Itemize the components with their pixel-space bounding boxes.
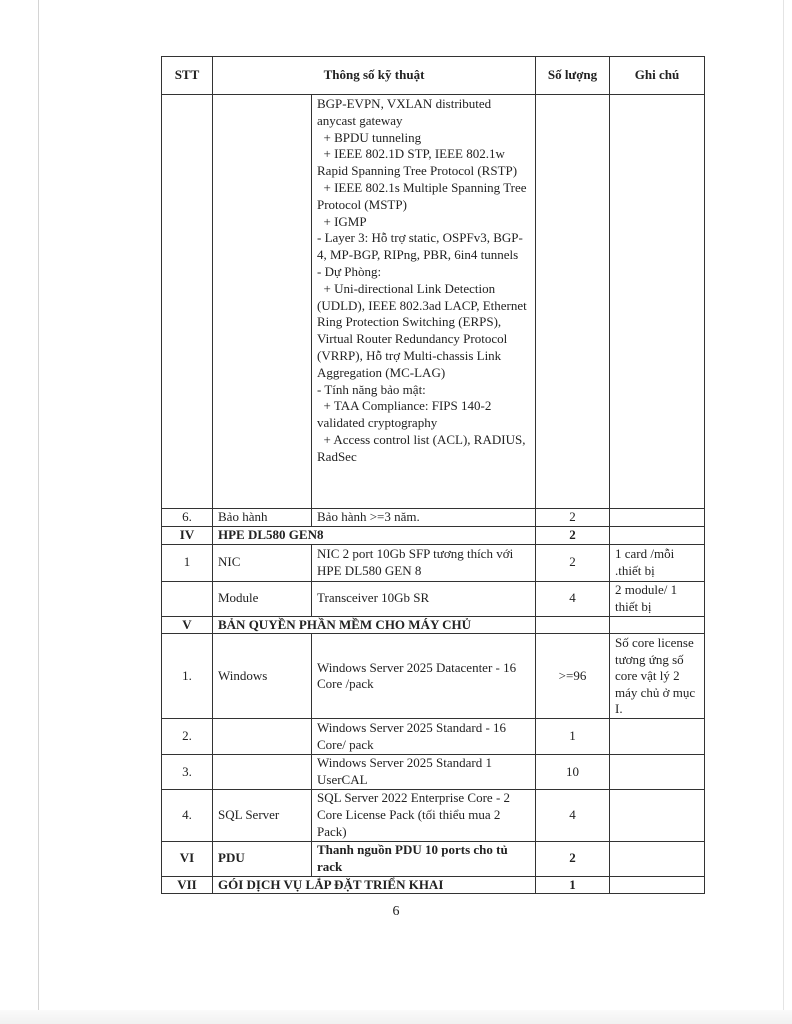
header-spec: Thông số kỹ thuật [213, 57, 536, 95]
table-row-nic: 1 NIC NIC 2 port 10Gb SFP tương thích với HPE DL580 GEN 8 2 1 card /mỗi .thiết bị [162, 544, 705, 581]
table-row-continued [162, 95, 705, 509]
table-row-warranty: 6. Bảo hành Bảo hành >=3 năm. 2 [162, 509, 705, 527]
page-number: 6 [392, 904, 400, 919]
table-row-module: Module Transceiver 10Gb SR 4 2 module/ 1 thiết bị [162, 581, 705, 616]
table-row-win-cal: 3. Windows Server 2025 Standard 1 UserCAL 10 [162, 755, 705, 790]
header-qty: Số lượng [536, 57, 610, 95]
table-row-sql: 4. SQL Server SQL Server 2022 Enterprise Core - 2 Core License Pack (tối thiểu mua 2 Pack) 4 [162, 789, 705, 841]
table-section-v: V BẢN QUYỀN PHẦN MỀM CHO MÁY CHỦ [162, 616, 705, 634]
scan-bottom-strip [0, 1010, 792, 1024]
table-section-vi: VI PDU Thanh nguồn PDU 10 ports cho tủ rack 2 [162, 841, 705, 876]
continued-spec-cell: BGP-EVPN, VXLAN distributed anycast gateway + BPDU tunneling + IEEE 802.1D STP, IEEE 802.1w Rapid Spanning Tree Protocol (RSTP) + IEEE 802.1s Multiple Spanning Tree Protocol (MSTP) + IGMP - Layer 3: Hỗ trợ static, OSPFv3, BGP-4, MP-BGP, RIPng, PBR, 6in4 tunnels - Dự Phòng: + Uni-directional Link Detection (UDLD), IEEE 802.3ad LACP, Ethernet Ring Protection Switching (ERPS), Virtual Router Redundancy Protocol (VRRP), Hỗ trợ Multi-chassis Link Aggregation (MC-LAG) - Tính năng bảo mật: + TAA Compliance: FIPS 140-2 validated cryptography + Access control list (ACL), RADIUS, RadSec [312, 95, 536, 509]
header-stt: STT [162, 57, 213, 95]
table-row-win-std: 2. Windows Server 2025 Standard - 16 Core/ pack 1 [162, 719, 705, 755]
table-header-row [162, 57, 705, 95]
specification-table [161, 56, 705, 894]
page-edge-right [783, 0, 784, 1024]
header-note: Ghi chú [610, 57, 705, 95]
table-section-vii: VII GÓI DỊCH VỤ LẮP ĐẶT TRIỂN KHAI 1 [162, 876, 705, 894]
table-row-windows: 1. Windows Windows Server 2025 Datacenter - 16 Core /pack >=96 Số core license tương ứng số core vật lý 2 máy chủ ở mục I. [162, 634, 705, 719]
page-edge-left [38, 0, 39, 1024]
table-section-iv: IV HPE DL580 GEN8 2 [162, 526, 705, 544]
